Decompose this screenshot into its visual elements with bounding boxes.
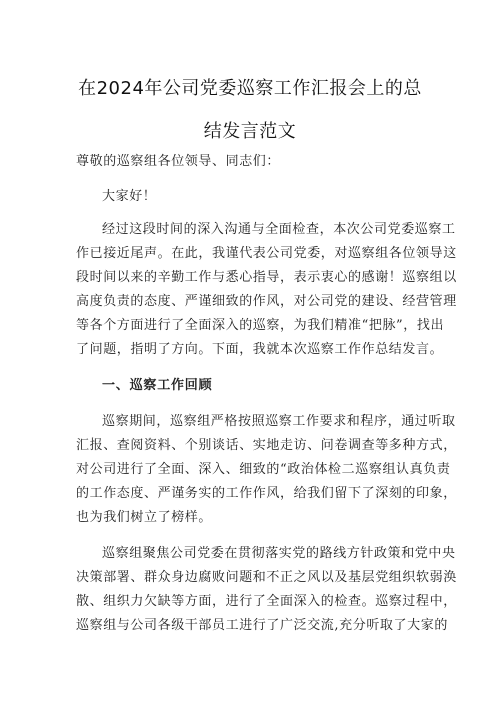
intro-paragraph-line: 等各个方面进行了全面深入的巡察，为我们精准“把脉”，找出 [76,318,445,333]
section1-paragraph1-line: 的工作态度、严谨务实的工作作风，给我们留下了深刻的印象， [76,486,457,501]
section1-paragraph1-line: 巡察期间，巡察组严格按照巡察工作要求和程序，通过听取 [102,414,456,429]
section-heading: 一、巡察工作回顾 [102,378,213,393]
intro-paragraph-line: 段时间以来的辛勤工作与悉心指导，表示衷心的感谢！巡察组以 [76,270,457,285]
section1-paragraph2-line: 巡察组聚焦公司党委在贯彻落实党的路线方针政策和党中央 [102,546,456,561]
intro-paragraph-line: 经过这段时间的深入沟通与全面检查，本次公司党委巡察工 [102,222,456,237]
section1-paragraph1-line: 汇报、查阅资料、个别谈话、实地走访、问卷调查等多种方式， [76,438,457,453]
document-title-line-1: 在2024年公司党委巡察工作汇报会上的总 [78,78,422,99]
section1-paragraph2-line: 巡察组与公司各级干部员工进行了广泛交流,充分听取了大家的 [76,618,448,633]
section1-paragraph2-line: 决策部署、群众身边腐败问题和不正之风以及基层党组织软弱涣 [76,570,457,585]
section1-paragraph1-line: 对公司进行了全面、深入、细致的“政治体检二巡察组认真负责 [76,462,451,477]
section1-paragraph2-line: 散、组织力欠缺等方面，进行了全面深入的检查。巡察过程中， [76,594,457,609]
salutation: 尊敬的巡察组各位领导、同志们： [76,154,281,169]
document-title-line-2: 结发言范文 [203,121,297,142]
intro-paragraph-line: 高度负责的态度、严谨细致的作风，对公司党的建设、经营管理 [76,294,457,309]
section1-paragraph1-line: 也为我们树立了榜样。 [76,510,213,525]
greeting: 大家好！ [102,189,157,204]
intro-paragraph-line: 了问题，指明了方向。下面，我就本次巡察工作作总结发言。 [76,342,444,357]
intro-paragraph-line: 作已接近尾声。在此，我谨代表公司党委，对巡察组各位领导这 [76,246,457,261]
